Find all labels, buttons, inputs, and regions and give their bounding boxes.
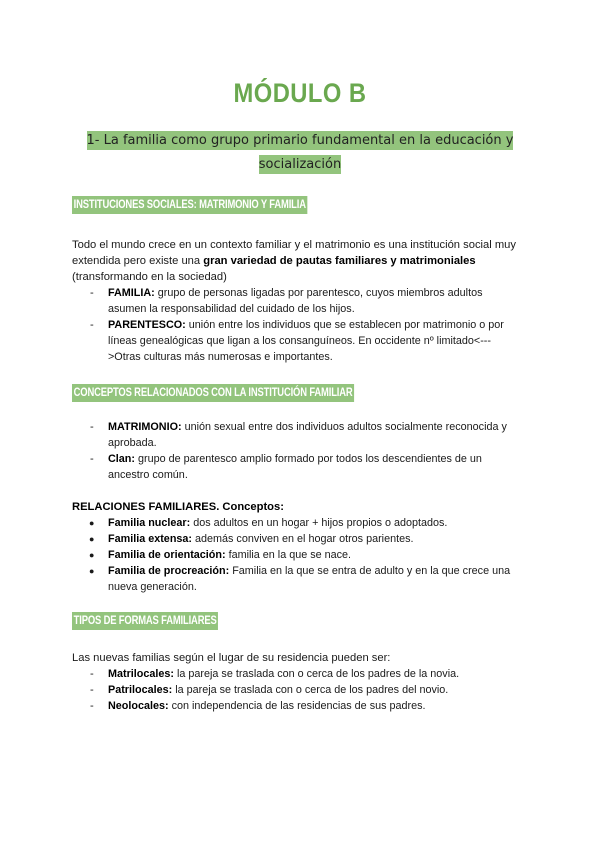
bullet-marker: ● (89, 518, 95, 528)
term-neolocales: Neolocales: (108, 700, 169, 712)
term-familia: FAMILIA: (108, 287, 155, 299)
dash-marker: - (90, 700, 94, 712)
term-matrimonio: MATRIMONIO: (108, 421, 182, 433)
dash-marker: - (90, 668, 94, 680)
definition-familia-nuclear: dos adultos en un hogar + hijos propios o adoptados. (190, 517, 448, 529)
dash-marker: - (90, 287, 94, 299)
term-familia-nuclear: Familia nuclear: (108, 517, 191, 529)
relaciones-heading (72, 499, 532, 515)
term-familia-orientacion: Familia de orientación: (108, 549, 226, 561)
section-3-intro: Las nuevas familias según el lugar de su residencia pueden ser: (72, 652, 391, 664)
dash-marker: - (90, 453, 94, 465)
bullet-marker: ● (89, 550, 95, 560)
term-familia-procreacion: Familia de procreación: (108, 565, 230, 577)
bullet-marker: ● (89, 566, 95, 576)
section-heading-conceptos: CONCEPTOS RELACIONADOS CON LA INSTITUCIÓN FAMILIAR (72, 384, 354, 402)
dash-marker: - (90, 319, 94, 331)
definition-familia-orientacion: familia en la que se nace. (225, 549, 352, 561)
section-1-intro (72, 237, 532, 285)
intro-bold: gran variedad de pautas familiares y matrimoniales (203, 255, 476, 267)
section-heading-tipos: TIPOS DE FORMAS FAMILIARES (72, 612, 218, 630)
definition-familia-procreacion: Familia en la que se entra de adulto y en la que crece una nueva generación. (108, 565, 511, 593)
dash-marker: - (90, 421, 94, 433)
page-title: MÓDULO B (233, 78, 367, 108)
definition-familia-extensa: además conviven en el hogar otros parientes. (192, 533, 414, 545)
section-heading-instituciones: INSTITUCIONES SOCIALES: MATRIMONIO Y FAMILIA (72, 196, 307, 214)
definition-parentesco: unión entre los individuos que se establecen por matrimonio o por líneas genealógicas que ligan a los consanguíneos. En occidente nº limitado<--->Otras culturas más numerosas e importantes. (108, 319, 504, 363)
subtitle (60, 129, 540, 177)
definition-matrilocales: la pareja se traslada con o cerca de los padres de la novia. (174, 668, 460, 680)
definition-clan: grupo de parentesco amplio formado por todos los descendientes de un ancestro común. (108, 453, 482, 481)
term-parentesco: PARENTESCO: (108, 319, 186, 331)
term-familia-extensa: Familia extensa: (108, 533, 193, 545)
definition-matrimonio: unión sexual entre dos individuos adultos socialmente reconocida y aprobada. (108, 421, 507, 449)
bullet-marker: ● (89, 534, 95, 544)
definition-patrilocales: la pareja se traslada con o cerca de los padres del novio. (172, 684, 449, 696)
term-matrilocales: Matrilocales: (108, 668, 175, 680)
subtitle-text: 1- La familia como grupo primario fundamental en la educación y socialización (86, 133, 514, 172)
dash-marker: - (90, 684, 94, 696)
relaciones-heading-text: RELACIONES FAMILIARES. Conceptos: (72, 501, 284, 513)
definition-neolocales: con independencia de las residencias de sus padres. (168, 700, 426, 712)
definition-familia: grupo de personas ligadas por parentesco, cuyos miembros adultos asumen la responsabilidad del cuidado de los hijos. (108, 287, 483, 315)
term-clan: Clan: (108, 453, 135, 465)
intro-text-a: Todo el mundo crece en un contexto familiar y el matrimonio es una institución social muy extendida pero existe una (72, 239, 516, 267)
term-patrilocales: Patrilocales: (108, 684, 173, 696)
intro-text-b: (transformando en la sociedad) (72, 271, 227, 283)
